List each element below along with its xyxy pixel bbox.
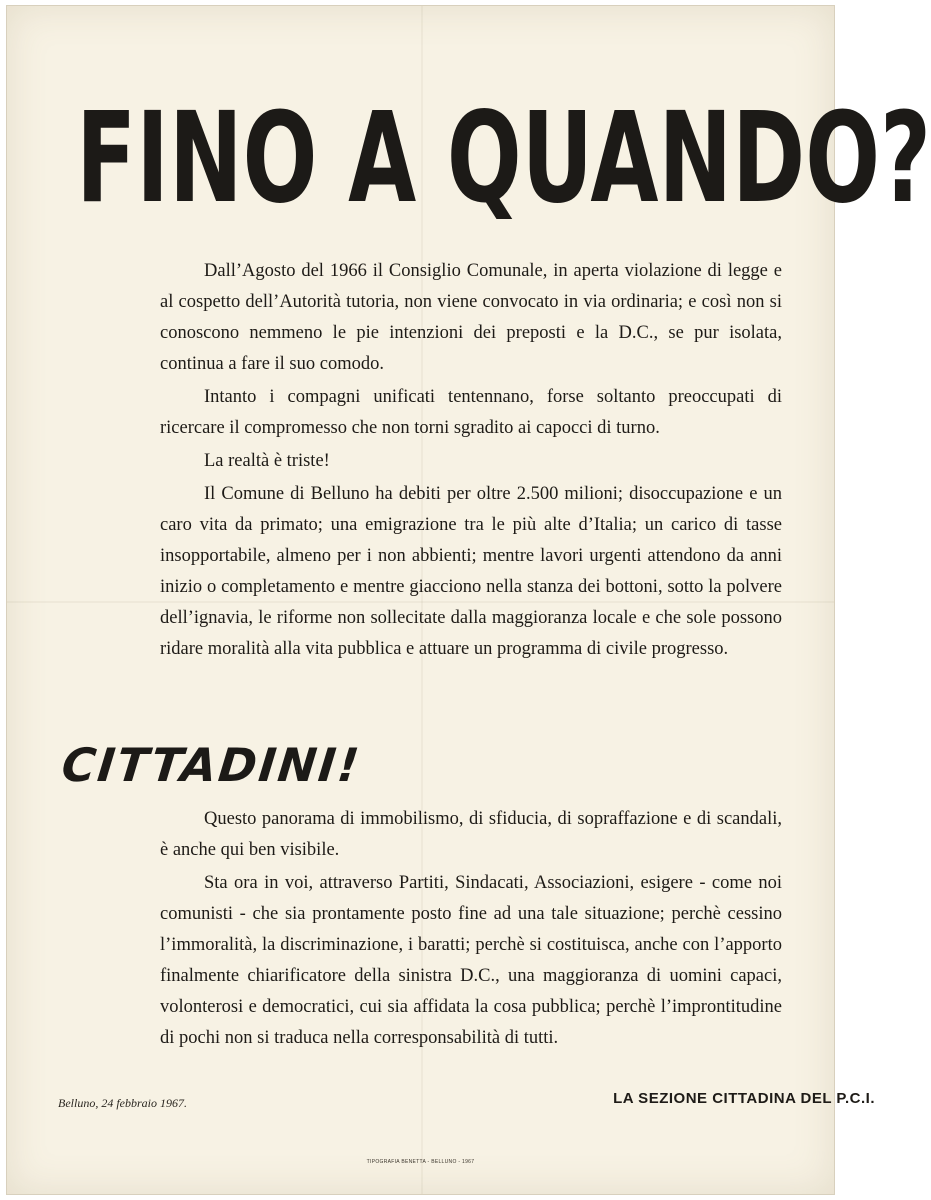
body-section-1 bbox=[160, 256, 782, 667]
paragraph: Sta ora in voi, attraverso Partiti, Sindacati, Associazioni, esigere - come noi comunisti - che sia prontamente posto fine ad una tale situazione; perchè cessino l’immoralità, la discriminazione, i baratti; perchè si costituisca, anche con l’apporto finalmente chiarificatore della sinistra D.C., una maggioranza di uomini capaci, volonterosi e democratici, cui sia affidata la cosa pubblica; perchè l’improntitudine di pochi non si traduca nella corresponsabilità di tutti. bbox=[160, 873, 782, 1048]
date-line: Belluno, 24 febbraio 1967. bbox=[58, 1096, 187, 1110]
printer-credit: TIPOGRAFIA BENETTA - BELLUNO - 1967 bbox=[366, 1159, 475, 1165]
body-section-2 bbox=[160, 804, 782, 1056]
poster-headline: FINO A QUANDO? bbox=[76, 84, 931, 231]
paragraph: La realtà è triste! bbox=[204, 451, 330, 471]
paragraph: Intanto i compagni unificati tentennano, forse soltanto preoccupati di ricercare il compromesso che non torni sgradito ai capocci di turno. bbox=[160, 387, 782, 438]
paragraph: Questo panorama di immobilismo, di sfiducia, di sopraffazione e di scandali, è anche qui ben visibile. bbox=[160, 809, 782, 860]
paragraph: Il Comune di Belluno ha debiti per oltre 2.500 milioni; disoccupazione e un caro vita da primato; una emigrazione tra le più alte d’Italia; un carico di tasse insopportabile, almeno per i non abbienti; mentre lavori urgenti attendono da anni inizio o completamento e mentre giacciono nella stanza dei bottoni, sotto la polvere dell’ignavia, le riforme non sollecitate dalla maggioranza locale e che sole possono ridare moralità alla vita pubblica e attuare un programma di civile progresso. bbox=[160, 484, 782, 659]
signature: LA SEZIONE CITTADINA DEL P.C.I. bbox=[613, 1090, 875, 1107]
paragraph: Dall’Agosto del 1966 il Consiglio Comunale, in aperta violazione di legge e al cospetto dell’Autorità tutoria, non viene convocato in via ordinaria; e così non si conoscono nemmeno le pie intenzioni dei preposti e la D.C., se pur isolata, continua a fare il suo comodo. bbox=[160, 261, 782, 374]
poster-subheading: CITTADINI! bbox=[59, 738, 364, 792]
